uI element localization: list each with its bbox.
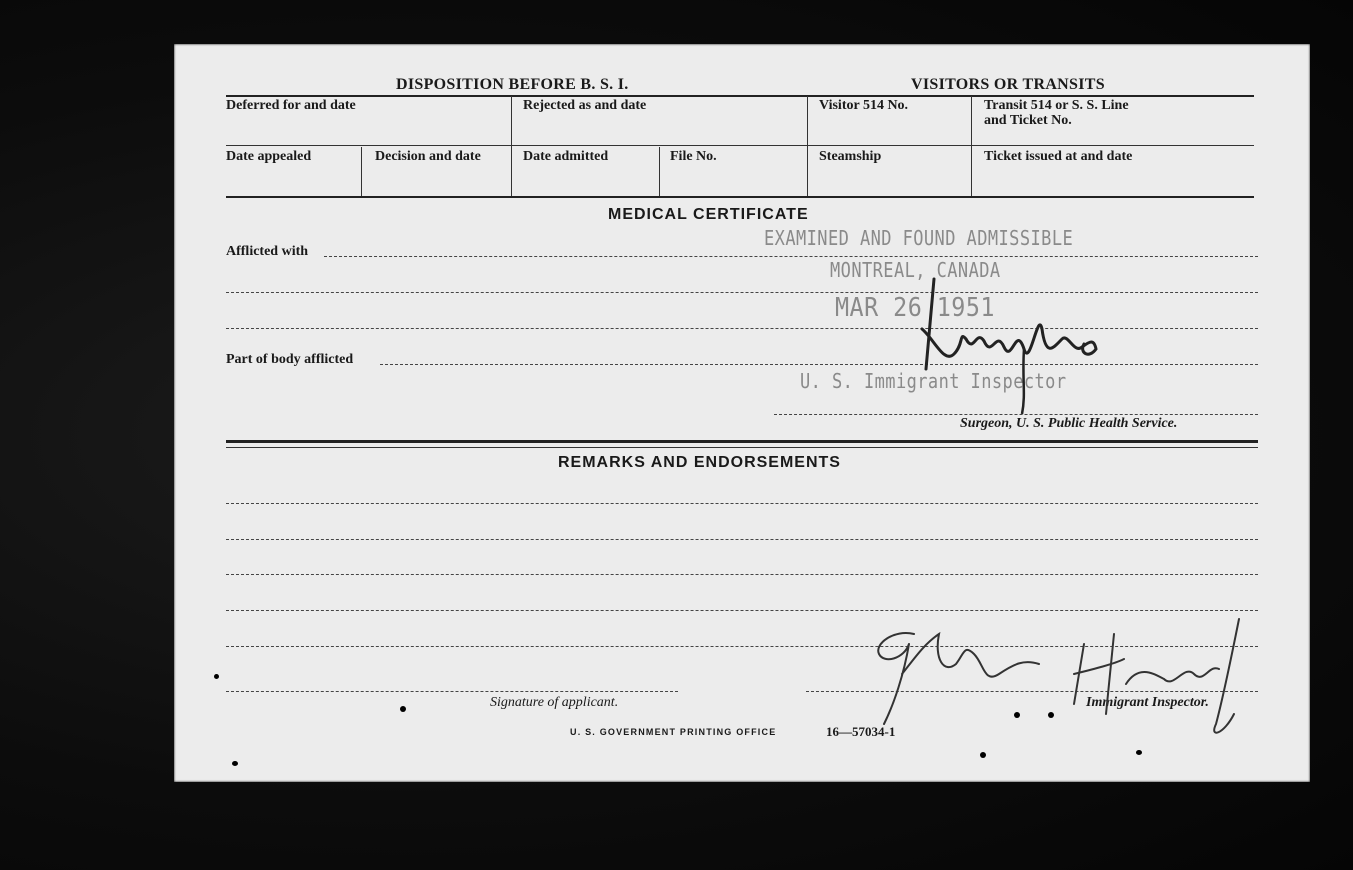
disposition-title: DISPOSITION BEFORE B. S. I. — [396, 76, 629, 93]
speck — [1014, 712, 1020, 718]
rejected-label: Rejected as and date — [523, 98, 647, 113]
stamp-line-1: EXAMINED AND FOUND ADMISSIBLE — [764, 226, 1074, 250]
document-card — [174, 44, 1310, 782]
speck — [232, 761, 238, 766]
part-of-body-line — [380, 364, 1258, 365]
date-appealed-label: Date appealed — [226, 149, 312, 164]
transit-514-label — [984, 98, 1129, 128]
form-number: 16—57034-1 — [826, 724, 896, 739]
remarks-line-1 — [226, 503, 1258, 504]
printing-office: U. S. GOVERNMENT PRINTING OFFICE — [570, 727, 777, 737]
visitor-514-label: Visitor 514 No. — [819, 98, 909, 113]
divider-v4 — [361, 147, 362, 196]
file-no-label: File No. — [670, 149, 717, 164]
steamship-label: Steamship — [819, 149, 882, 164]
stamp-date: MAR 26 1951 — [835, 293, 995, 323]
double-rule-bottom — [226, 447, 1258, 448]
part-of-body-label: Part of body afflicted — [226, 352, 354, 367]
remarks-line-3 — [226, 574, 1258, 575]
remarks-title: REMARKS AND ENDORSEMENTS — [558, 454, 841, 471]
speck — [1048, 712, 1054, 718]
afflicted-line-1 — [324, 256, 1258, 257]
inspector-signature-mark — [904, 269, 1104, 419]
inspector-2-signature-mark — [864, 604, 1264, 734]
speck — [1136, 750, 1142, 755]
divider-v5 — [659, 147, 660, 196]
stamp-line-2: MONTREAL, CANADA — [830, 258, 1001, 282]
transit-514-line2: and Ticket No. — [984, 113, 1072, 128]
decision-label: Decision and date — [375, 149, 481, 164]
divider-v1 — [511, 96, 512, 196]
afflicted-with-label: Afflicted with — [226, 244, 309, 259]
ticket-issued-label: Ticket issued at and date — [984, 149, 1133, 164]
immigrant-inspector-label: Immigrant Inspector. — [1086, 695, 1209, 710]
divider-v2 — [807, 96, 808, 196]
applicant-signature-line — [226, 691, 678, 692]
remarks-line-2 — [226, 539, 1258, 540]
speck — [214, 674, 219, 679]
surgeon-label: Surgeon, U. S. Public Health Service. — [960, 416, 1178, 431]
divider-v3 — [971, 96, 972, 196]
speck — [980, 752, 986, 758]
speck — [400, 706, 406, 712]
deferred-label: Deferred for and date — [226, 98, 356, 113]
medical-certificate-title: MEDICAL CERTIFICATE — [608, 206, 809, 223]
top-rule — [226, 95, 1254, 97]
date-admitted-label: Date admitted — [523, 149, 609, 164]
grid-bottom-rule — [226, 196, 1254, 198]
grid-middle-rule — [226, 145, 1254, 146]
stamp-line-4: U. S. Immigrant Inspector — [800, 369, 1067, 393]
signature-of-applicant-label: Signature of applicant. — [490, 695, 619, 710]
transit-514-line1: Transit 514 or S. S. Line — [984, 98, 1129, 113]
visitors-title: VISITORS OR TRANSITS — [911, 76, 1105, 93]
double-rule-top — [226, 440, 1258, 443]
